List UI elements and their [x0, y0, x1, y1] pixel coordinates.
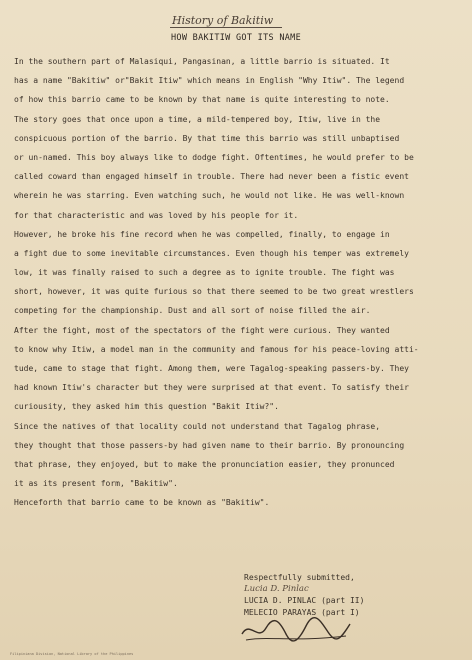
body-text — [14, 52, 464, 513]
text-line: that phrase, they enjoyed, but to make the pronunciation easier, they pronunced — [14, 459, 395, 469]
text-line: a fight due to some inevitable circumstances. Even though his temper was extremely — [14, 248, 409, 258]
text-line: The story goes that once upon a time, a mild-tempered boy, Itiw, live in the — [14, 114, 381, 124]
text-line: to know why Itiw, a model man in the community and famous for his peace-loving atti- — [14, 344, 419, 354]
text-line: In the southern part of Malasiqui, Pangasinan, a little barrio is situated. It — [14, 57, 390, 66]
text-line: of how this barrio came to be known by that name is quite interesting to note. — [14, 95, 390, 105]
signatory-name: MELECIO PARAYAS (part I) — [244, 607, 360, 617]
signature-scribble — [236, 612, 356, 648]
text-line: However, he broke his fine record when he was compelled, finally, to engage in — [14, 229, 390, 239]
text-line: short, however, it was quite furious so that there seemed to be two great wrestlers — [14, 287, 414, 297]
text-line: they thought that those passers-by had given name to their barrio. By pronouncing — [14, 440, 405, 450]
text-line: Henceforth that barrio came to be known as "Bakitiw". — [14, 498, 270, 508]
closing-text: Respectfully submitted, — [244, 573, 355, 582]
text-line: competing for the championship. Dust and all sort of noise filled the air. — [14, 306, 371, 316]
text-line: called coward than engaged himself in trouble. There had never been a fistic event — [14, 172, 409, 182]
text-line: it as its present form, "Bakitiw". — [14, 479, 178, 489]
document-title: HOW BAKITIW GOT ITS NAME — [170, 33, 302, 43]
text-line: conspicuous portion of the barrio. By that time this barrio was still unbaptised — [14, 133, 400, 143]
footer-note: Filipiniana Division, National Library of the Philippines — [10, 652, 134, 656]
text-line: or un-named. This boy always like to dodge fight. Oftentimes, he would prefer to be — [14, 152, 414, 162]
handwritten-signature: Lucia D. Pinlac — [244, 583, 309, 594]
signatory-name: LUCIA D. PINLAC (part II) — [244, 596, 365, 605]
handwritten-title: History of Bakitiw — [172, 14, 274, 27]
text-line: for that characteristic and was loved by his people for it. — [14, 210, 299, 220]
text-line: After the fight, most of the spectators of the fight were curious. They wanted — [14, 325, 390, 335]
title-underline — [170, 27, 282, 28]
text-line: low, it was finally raised to such a degree as to ignite trouble. The fight was — [14, 268, 395, 278]
text-line: curiousity, they asked him this question "Bakit Itiw?". — [14, 402, 279, 412]
text-line: has a name "Bakitiw" or"Bakit Itiw" which means in English "Why Itiw". The legend — [14, 76, 405, 86]
text-line: Since the natives of that locality could not understand that Tagalog phrase, — [14, 421, 381, 431]
text-line: tude, came to stage that fight. Among them, were Tagalog-speaking passers-by. They — [14, 364, 409, 373]
text-line: had known Itiw's character but they were surprised at that event. To satisfy their — [14, 383, 409, 393]
text-line: wherein he was starring. Even watching such, he would not like. He was well-known — [14, 191, 405, 201]
